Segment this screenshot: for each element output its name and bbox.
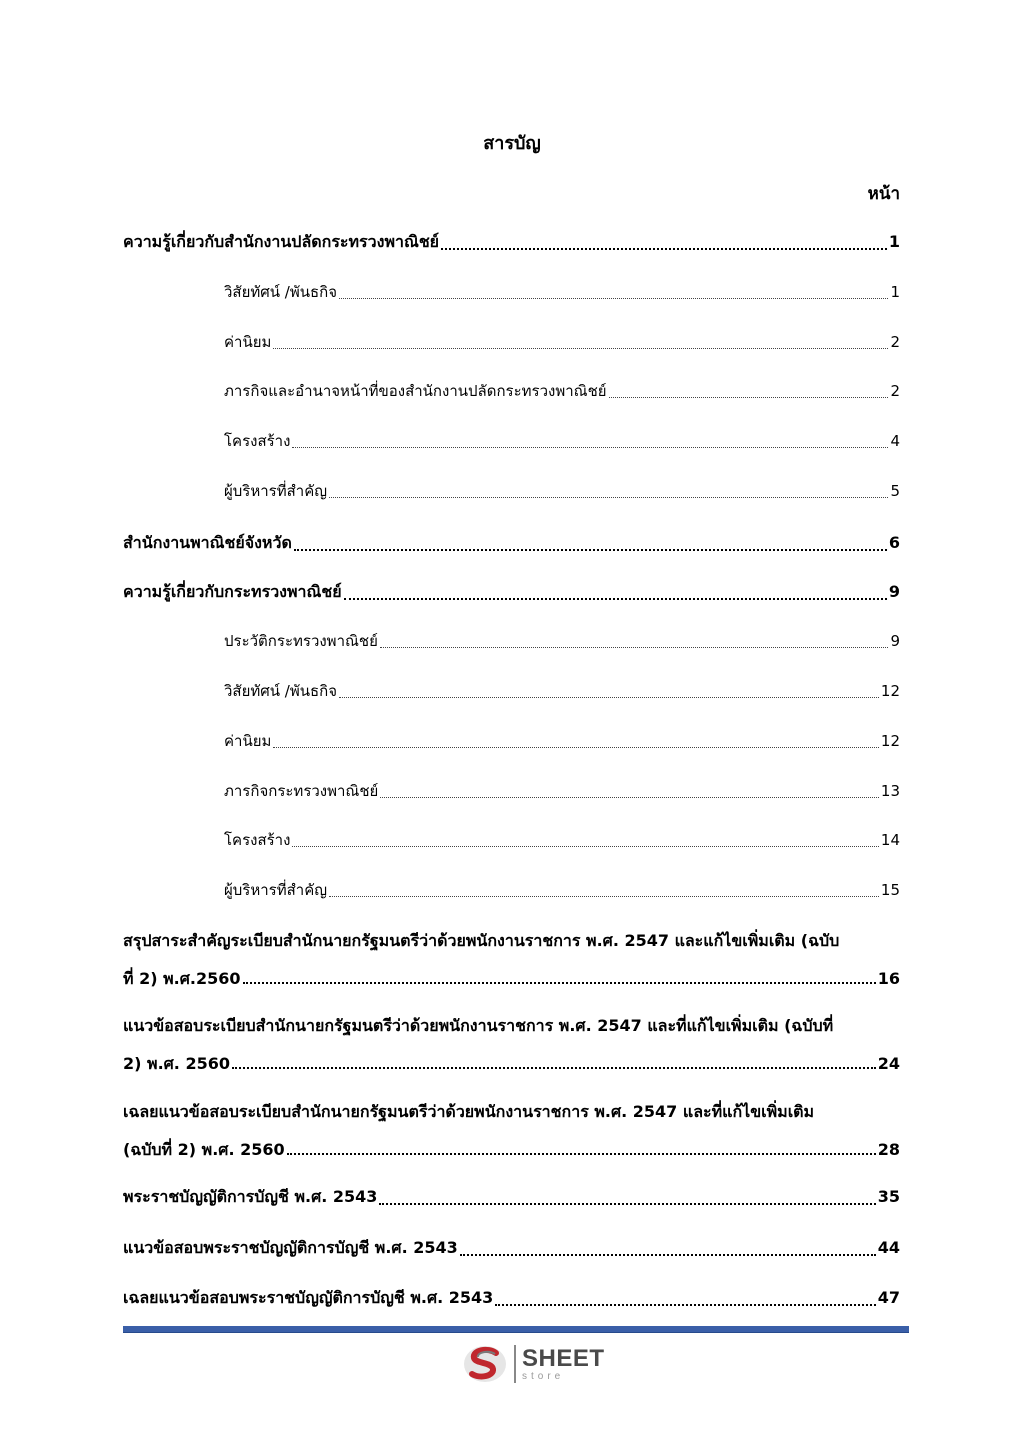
toc-entry-wrapped[interactable] (123, 929, 900, 992)
toc-entry-page: 6 (888, 533, 900, 552)
toc-entry-page: 14 (880, 831, 900, 849)
footer-divider-bar (123, 1326, 909, 1333)
toc-entry-page: 5 (890, 482, 900, 500)
brand-name: SHEET (522, 1344, 605, 1372)
toc-entry[interactable] (224, 878, 900, 902)
toc-entry[interactable] (224, 280, 900, 304)
toc-entry-page: 28 (877, 1140, 900, 1159)
toc-entry-page: 4 (890, 432, 900, 450)
toc-entry-title: เฉลยแนวข้อสอบพระราชบัญญัติการบัญชี พ.ศ. 2543 (123, 1288, 494, 1307)
toc-entry[interactable] (224, 779, 900, 803)
page-title: สารบัญ (483, 133, 541, 154)
dot-leader (460, 1254, 876, 1256)
toc-entry-title: วิสัยทัศน์ /พันธกิจ (224, 682, 338, 700)
toc-entry-page: 1 (890, 283, 900, 301)
toc-entry[interactable] (224, 429, 900, 453)
dot-leader (243, 982, 876, 984)
toc-entry[interactable] (123, 1236, 900, 1261)
toc-entry-title-line1: แนวข้อสอบระเบียบสำนักนายกรัฐมนตรีว่าด้วยพนักงานราชการ พ.ศ. 2547 และที่แก้ไขเพิ่มเติม (ฉบับที่ (123, 1016, 834, 1035)
toc-entry-title-line2: 2) พ.ศ. 2560 (123, 1054, 230, 1073)
dot-leader (232, 1067, 876, 1069)
toc-entry[interactable] (224, 828, 900, 852)
logo-divider (514, 1345, 516, 1383)
s-swoosh-logo-icon (462, 1344, 508, 1384)
toc-entry[interactable] (224, 679, 900, 703)
toc-entry-title: ผู้บริหารที่สำคัญ (224, 881, 328, 899)
toc-entry-wrapped[interactable] (123, 1014, 900, 1077)
toc-entry-page: 16 (877, 969, 900, 988)
toc-entry[interactable] (224, 379, 900, 403)
toc-entry-title-line2: ที่ 2) พ.ศ.2560 (123, 969, 241, 988)
toc-entry-page: 15 (880, 881, 900, 899)
footer-logo (462, 1344, 605, 1384)
toc-entry[interactable] (224, 479, 900, 503)
toc-entry-title: ประวัติกระทรวงพาณิชย์ (224, 632, 378, 650)
toc-entry[interactable] (123, 531, 900, 556)
toc-entry-page: 24 (877, 1054, 900, 1073)
toc-entry[interactable] (123, 1286, 900, 1311)
toc-entry-title: ภารกิจและอำนาจหน้าที่ของสำนักงานปลัดกระทรวงพาณิชย์ (224, 382, 607, 400)
toc-entry-title: ผู้บริหารที่สำคัญ (224, 482, 328, 500)
toc-entry[interactable] (123, 230, 900, 255)
dot-leader (441, 248, 887, 250)
dot-leader (329, 896, 879, 897)
toc-entry-page: 1 (888, 232, 900, 251)
toc-entry-title: ค่านิยม (224, 732, 272, 750)
toc-entry[interactable] (224, 729, 900, 753)
dot-leader (379, 1203, 875, 1205)
toc-entry-title: สำนักงานพาณิชย์จังหวัด (123, 533, 292, 552)
toc-entry-page: 44 (877, 1238, 900, 1257)
dot-leader (609, 397, 889, 398)
toc-entry-title: ค่านิยม (224, 333, 272, 351)
toc-entry-wrapped[interactable] (123, 1100, 900, 1163)
toc-entry-title: ความรู้เกี่ยวกับกระทรวงพาณิชย์ (123, 582, 342, 601)
dot-leader (273, 747, 879, 748)
toc-entry-page: 13 (880, 782, 900, 800)
toc-entry-page: 9 (888, 582, 900, 601)
toc-entry-page: 35 (877, 1187, 900, 1206)
dot-leader (380, 797, 879, 798)
toc-entry-title: โครงสร้าง (224, 432, 291, 450)
page-column-header: หน้า (867, 184, 900, 204)
dot-leader (339, 298, 888, 299)
dot-leader (344, 598, 887, 600)
toc-entry-title: แนวข้อสอบพระราชบัญญัติการบัญชี พ.ศ. 2543 (123, 1238, 458, 1257)
toc-entry[interactable] (224, 330, 900, 354)
toc-entry-title: ความรู้เกี่ยวกับสำนักงานปลัดกระทรวงพาณิชย์ (123, 232, 440, 251)
toc-entry-page: 12 (880, 682, 900, 700)
toc-entry[interactable] (123, 1185, 900, 1210)
toc-entry-page: 12 (880, 732, 900, 750)
dot-leader (495, 1304, 875, 1306)
toc-entry-page: 2 (890, 382, 900, 400)
toc-entry[interactable] (224, 629, 900, 653)
dot-leader (339, 697, 879, 698)
toc-entry-page: 2 (890, 333, 900, 351)
brand-subname: store (522, 1370, 565, 1382)
toc-entry[interactable] (123, 580, 900, 605)
toc-entry-title: ภารกิจกระทรวงพาณิชย์ (224, 782, 379, 800)
toc-entry-title-line1: เฉลยแนวข้อสอบระเบียบสำนักนายกรัฐมนตรีว่าด้วยพนักงานราชการ พ.ศ. 2547 และที่แก้ไขเพิ่มเติม (123, 1102, 815, 1121)
dot-leader (292, 447, 888, 448)
dot-leader (294, 549, 887, 551)
dot-leader (292, 846, 878, 847)
toc-entry-title-line1: สรุปสาระสำคัญระเบียบสำนักนายกรัฐมนตรีว่าด้วยพนักงานราชการ พ.ศ. 2547 และแก้ไขเพิ่มเติม (ฉบับ (123, 931, 840, 950)
toc-entry-title: วิสัยทัศน์ /พันธกิจ (224, 283, 338, 301)
toc-entry-page: 9 (890, 632, 900, 650)
dot-leader (287, 1153, 876, 1155)
toc-entry-title: โครงสร้าง (224, 831, 291, 849)
dot-leader (273, 348, 888, 349)
toc-entry-page: 47 (877, 1288, 900, 1307)
dot-leader (329, 497, 888, 498)
toc-entry-title-line2: (ฉบับที่ 2) พ.ศ. 2560 (123, 1140, 285, 1159)
dot-leader (380, 647, 889, 648)
toc-entry-title: พระราชบัญญัติการบัญชี พ.ศ. 2543 (123, 1187, 378, 1206)
